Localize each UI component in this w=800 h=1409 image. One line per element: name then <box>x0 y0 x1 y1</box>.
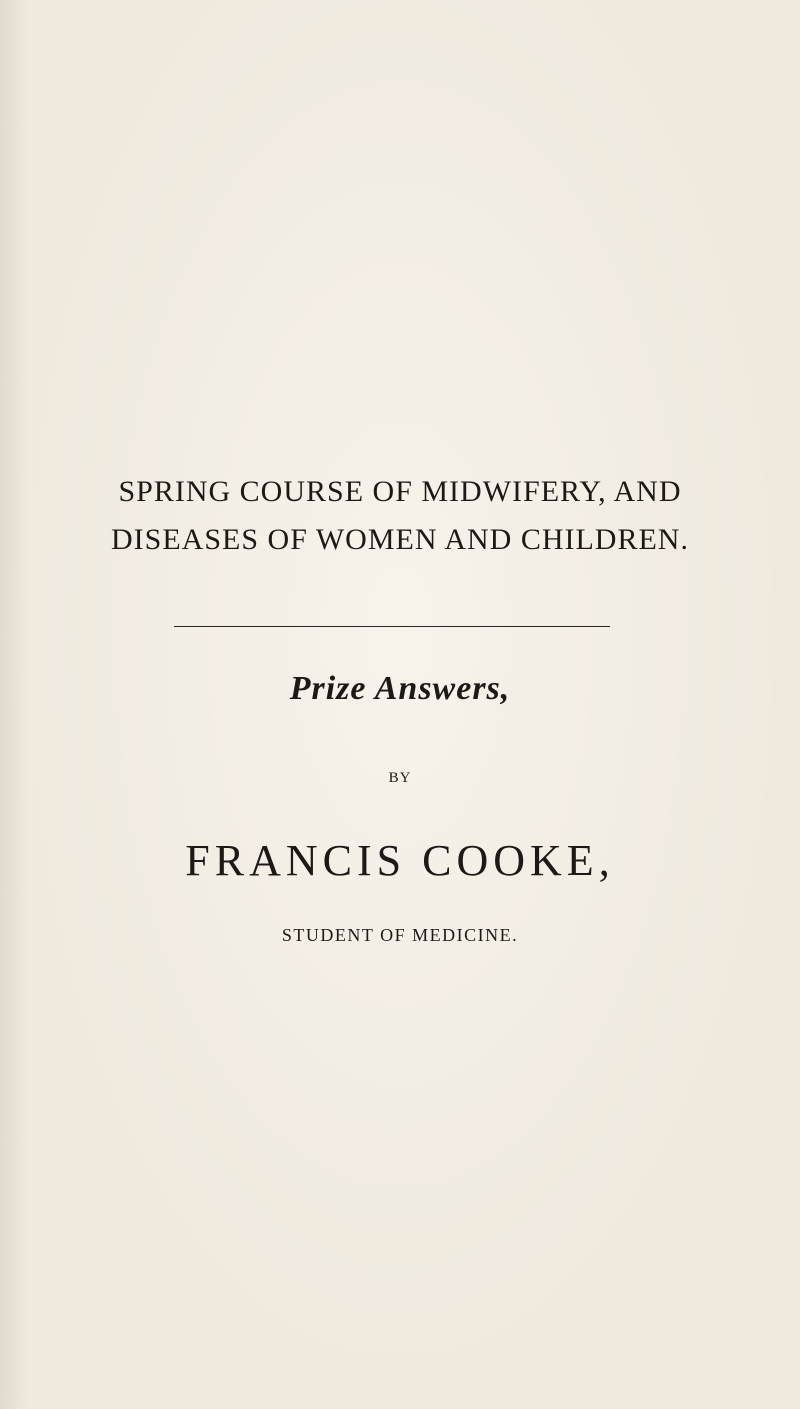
author-affiliation: STUDENT OF MEDICINE. <box>281 925 519 945</box>
by-label: BY <box>388 770 412 786</box>
title-line-1: SPRING COURSE OF MIDWIFERY, AND <box>118 475 682 508</box>
divider-rule <box>174 626 610 627</box>
author-name: FRANCIS COOKE, <box>185 836 615 885</box>
title-line-2: DISEASES OF WOMEN AND CHILDREN. <box>111 523 689 556</box>
prize-heading: Prize Answers, <box>289 670 511 707</box>
